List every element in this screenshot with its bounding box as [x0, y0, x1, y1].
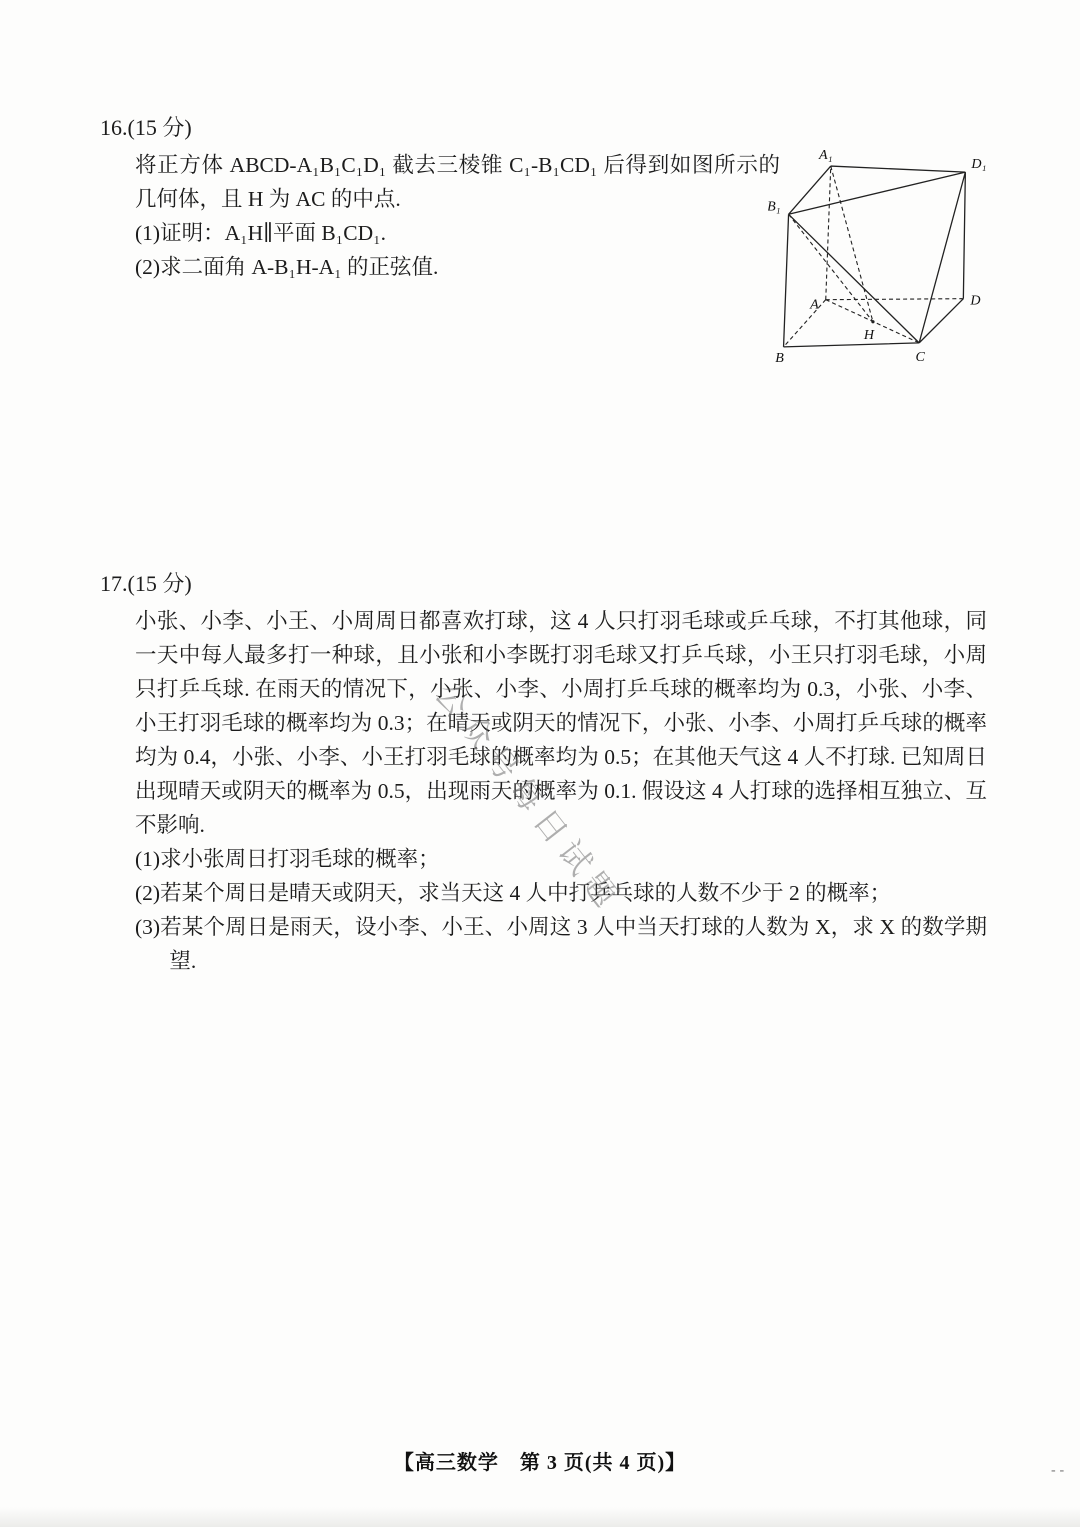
problem-16-statement: 将正方体 ABCD-A₁B₁C₁D₁ 截去三棱锥 C₁-B₁CD₁ 后得到如图所示的几何体，且 H 为 AC 的中点.	[135, 153, 780, 211]
problem-17-part1: (1)求小张周日打羽毛球的概率；	[135, 847, 440, 871]
problem-17-body	[135, 604, 987, 978]
problem-17-statement: 小张、小李、小王、小周周日都喜欢打球，这 4 人只打羽毛球或乒乓球，不打其他球，同一天中每人最多打一种球，且小张和小李既打羽毛球又打乒乓球，小王只打羽毛球，小周只打乒乓球. 在雨天的情况下，小张、小李、小周打乒乓球的概率均为 0.3，小张、小李、小王打羽毛球的概率均为 0.3；在晴天或阴天的情况下，小张、小李、小周打乒乓球的概率均为 0.4，小张、小李、小王打羽毛球的概率均为 0.5；在其他天气这 4 人不打球. 已知周日出现晴天或阴天的概率为 0.5，出现雨天的概率为 0.1. 假设这 4 人打球的选择相互独立、互不影响.	[135, 609, 987, 837]
problem-17-number: 17.(15 分)	[100, 571, 192, 596]
figure-label-a1: A₁	[819, 147, 833, 164]
figure-label-a: A	[810, 296, 819, 313]
cube-hidden-edges	[784, 166, 964, 347]
problem-17-part3: (3)若某个周日是雨天，设小李、小王、小周这 3 人中当天打球的人数为 X，求 X 的数学期望.	[135, 915, 987, 973]
figure-label-d: D	[970, 292, 981, 309]
point-h-dot	[871, 320, 874, 323]
problem-17-part2: (2)若某个周日是晴天或阴天，求当天这 4 人中打乒乓球的人数不少于 2 的概率；	[135, 881, 892, 905]
figure-label-b1: B₁	[768, 198, 781, 215]
problem-16-part1: (1)证明：A₁H∥平面 B₁CD₁.	[135, 221, 386, 245]
page-edge-mark: --	[1049, 1463, 1066, 1479]
scan-artifact-strip	[0, 1507, 1080, 1527]
figure-label-d1: D₁	[971, 156, 987, 173]
truncated-cube-figure	[768, 146, 1000, 372]
cube-solid-edges	[784, 166, 966, 347]
figure-label-h: H	[863, 326, 875, 343]
problem-16-number: 16.(15 分)	[100, 115, 192, 140]
figure-label-b: B	[775, 349, 784, 366]
figure-label-c: C	[915, 348, 925, 365]
page-footer: 【高三数学 第 3 页(共 4 页)】	[393, 1452, 687, 1474]
problem-16-part2: (2)求二面角 A-B₁H-A₁ 的正弦值.	[135, 255, 439, 279]
problem-17	[100, 568, 1000, 978]
problem-16-body	[135, 148, 780, 284]
watermark-text: 公众号每日试题	[428, 676, 629, 920]
cube-svg	[768, 146, 1000, 372]
